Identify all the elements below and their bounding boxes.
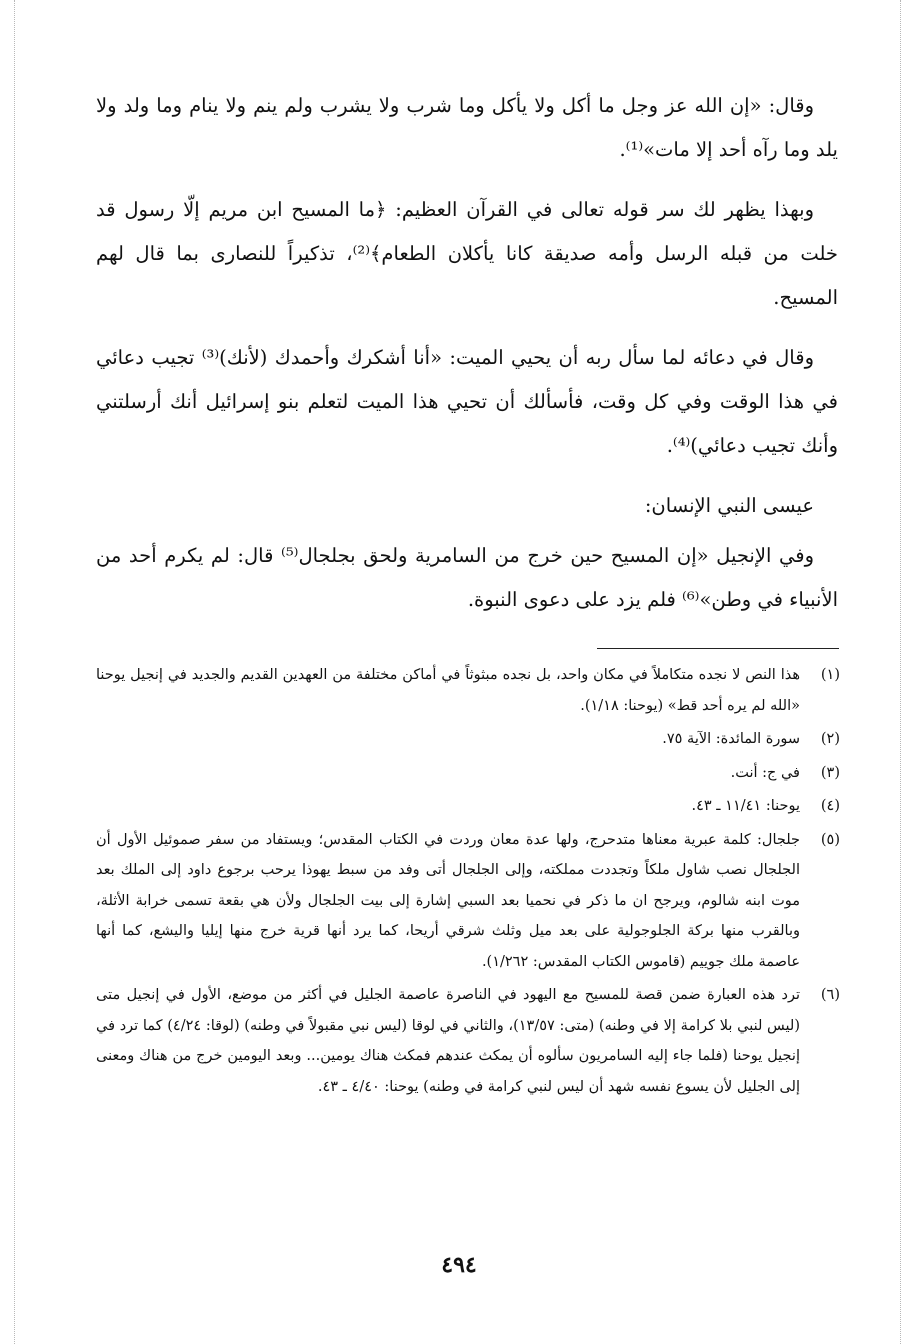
footnotes [96, 660, 840, 1105]
footnote-number: (٤) [820, 798, 840, 814]
footnote-text: في ج: أنت. [730, 764, 800, 781]
main-text [96, 84, 838, 622]
paragraph-gospel: وفي الإنجيل «إن المسيح حين خرج من السامرية ولحق بجلجال⁽⁵⁾ قال: لم يكرم أحد من الأنبياء في وطن»⁽⁶⁾ فلم يزد على دعوى النبوة. [96, 544, 838, 611]
footnote-item [96, 660, 840, 721]
paragraph-quran-verse: وبهذا يظهر لك سر قوله تعالى في القرآن العظيم: ﴿ما المسيح ابن مريم إلّا رسول قد خلت من قبله الرسل وأمه صديقة كانا يأكلان الطعام﴾⁽²⁾، تذكيراً للنصارى بما قال لهم المسيح. [96, 198, 838, 309]
footnote-text: هذا النص لا نجده متكاملاً في مكان واحد، بل نجده مبثوثاً في أماكن مختلفة من العهدين القديم والجديد في إنجيل يوحنا «الله لم يره أحد قط» (يوحنا: ١/١٨). [96, 667, 800, 714]
paragraph-prayer: وقال في دعائه لما سأل ربه أن يحيي الميت: «أنا أشكرك وأحمدك (لأنك)⁽³⁾ تجيب دعائي في هذا الوقت وفي كل وقت، فأسألك أن تحيي هذا الميت لتعلم بنو إسرائيل أنك أرسلتني وأنك تجيب دعائي)⁽⁴⁾. [96, 346, 838, 457]
footnote-item [96, 791, 840, 822]
footnote-number: (١) [820, 667, 840, 683]
section-heading: عيسى النبي الإنسان: [644, 494, 814, 517]
footnote-item [96, 825, 840, 978]
footnote-text: سورة المائدة: الآية ٧٥. [662, 731, 800, 747]
scan-border-right [900, 0, 901, 1344]
footnote-number: (٦) [820, 987, 840, 1003]
footnote-number: (٥) [820, 831, 840, 848]
footnote-number: (٢) [820, 731, 840, 747]
footnote-divider [597, 648, 839, 649]
footnote-item [96, 758, 840, 789]
footnote-text: يوحنا: ١١/٤١ ـ ٤٣. [691, 798, 800, 814]
footnote-text: جلجال: كلمة عبرية معناها متدحرج، ولها عدة معان وردت في الكتاب المقدس؛ ويستفاد من سفر صموئيل الأول أن الجلجال نصب شاول ملكاً وتجددت مملكته، وإلى الجلجال أتى وفد من سبط يهوذا يرحب برجوع داود إلى الملك بعد موت ابنه شالوم، ويرجح ان ما ذكر في نحميا بعد السبي إشارة إلى بيت الجلجال ولأن هي بقعة تسمى خرابة الأثلة، وبالقرب منها بركة الجلوجولية على بعد ميل وثلث شرقي أريحا، كما يرد أنها قرية خرج منها إيليا واليشع، كما أنها عاصمة ملك جوييم (قاموس الكتاب المقدس: ١/٢٦٢). [96, 831, 800, 970]
footnote-item [96, 980, 840, 1102]
footnote-item [96, 724, 840, 755]
footnote-number: (٣) [820, 764, 840, 781]
footnote-text: ترد هذه العبارة ضمن قصة للمسيح مع اليهود في الناصرة عاصمة الجليل في أكثر من موضع، الأول في إنجيل متى (ليس لنبي بلا كرامة إلا في وطنه) (متى: ١٣/٥٧)، والثاني في لوقا (ليس نبي مقبولاً في وطنه) (لوقا: ٤/٢٤) كما ترد في إنجيل يوحنا (فلما جاء إليه السامريون سألوه أن يمكث عندهم فمكث هناك يومين... وبعد اليومين خرج من هناك ومعنى إلى الجليل لأن يسوع نفسه شهد أن ليس لنبي كرامة في وطنه) يوحنا: ٤/٤٠ ـ ٤٣. [96, 987, 800, 1095]
page-number: ٤٩٤ [441, 1252, 477, 1278]
scan-border-left [14, 0, 15, 1344]
paragraph-quote-god: وقال: «إن الله عز وجل ما أكل ولا يأكل وما شرب ولا يشرب ولم ينم ولا ينام وما ولد ولا يلد وما رآه أحد إلا مات»⁽¹⁾. [96, 94, 838, 161]
